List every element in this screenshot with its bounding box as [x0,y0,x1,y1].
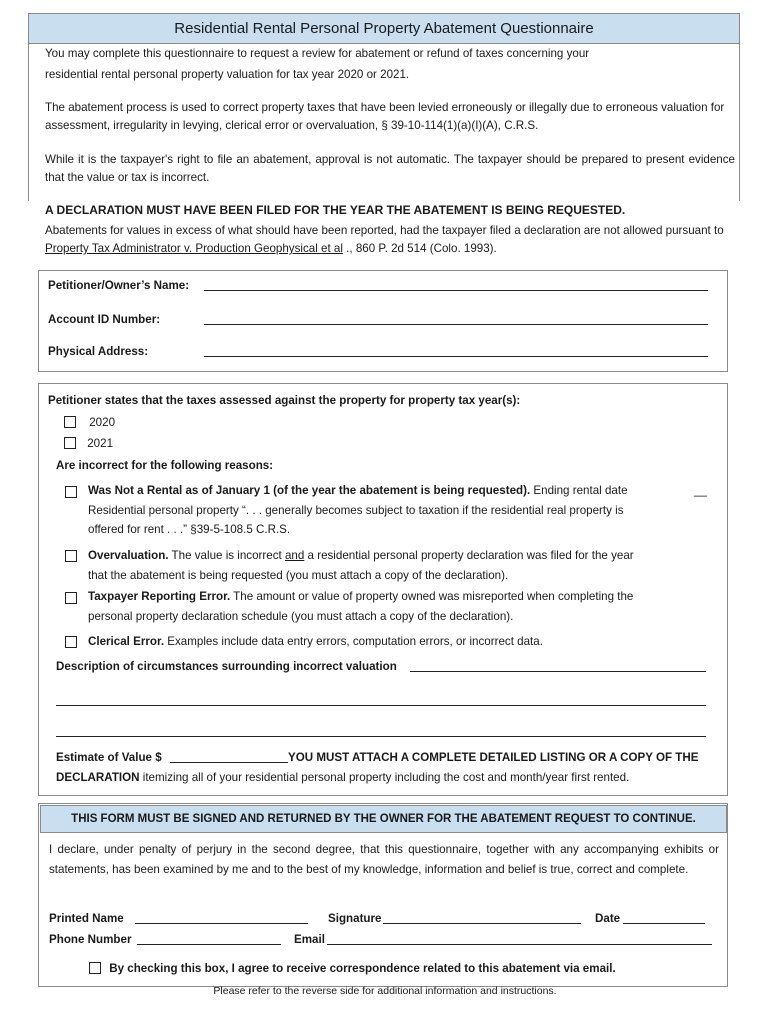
overvaluation-checkbox[interactable] [65,550,77,562]
reporting-error-line-2: personal property declaration schedule (you must attach a copy of the declaration). [88,609,514,623]
description-label: Description of circumstances surrounding incorrect valuation [56,660,397,673]
overvaluation-text-a: The value is incorrect [168,549,285,562]
owner-name-field[interactable] [204,281,708,291]
owner-name-label: Petitioner/Owner’s Name: [48,279,190,292]
declaration-heading: A DECLARATION MUST HAVE BEEN FILED FOR THE YEAR THE ABATEMENT IS BEING REQUESTED. [45,203,626,217]
email-field[interactable] [327,935,712,945]
declaration-text-after: ., 860 P. 2d 514 (Colo. 1993). [342,242,497,255]
clerical-error-text: Examples include data entry errors, computation errors, or incorrect data. [164,635,543,648]
email-consent-label: By checking this box, I agree to receive correspondence related to this abatement via email. [109,962,616,975]
footer-note: Please refer to the reverse side for additional information and instructions. [213,985,557,997]
physical-address-field[interactable] [204,347,708,357]
signature-heading: THIS FORM MUST BE SIGNED AND RETURNED BY THE OWNER FOR THE ABATEMENT REQUEST TO CONTINUE. [40,805,727,833]
attestation-text: I declare, under penalty of perjury in the second degree, that this questionnaire, together with any accompanying exhibits or statements, has been examined by me and to the best of my knowledge, information and belief is true, correct and complete. [49,843,719,876]
intro-line-2: residential rental personal property valuation for tax year 2020 or 2021. [45,68,410,81]
email-consent-checkbox[interactable] [89,962,101,974]
estimate-note: YOU MUST ATTACH A COMPLETE DETAILED LISTING OR A COPY OF THE [288,751,699,764]
year-2021-label: 2021 [87,437,114,450]
description-field-line-3[interactable] [56,727,706,737]
not-rental-checkbox[interactable] [65,486,77,498]
intro-paragraph-1 [45,44,735,84]
petition-statement: Petitioner states that the taxes assessed against the property for property tax year(s): [48,394,521,407]
not-rental-line-3: offered for rent . . .” §39-5-108.5 C.R.S. [88,523,291,536]
printed-name-label: Printed Name [49,912,124,925]
estimate-note-declaration: DECLARATION [56,771,140,784]
year-option-2021[interactable] [64,437,113,450]
reason-reporting-error [88,587,708,626]
physical-address-label: Physical Address: [48,345,149,358]
year-2021-checkbox[interactable] [64,437,76,449]
year-2020-label: 2020 [89,416,116,429]
account-id-field[interactable] [204,315,708,325]
description-field-line-2[interactable] [56,696,706,706]
not-rental-title: Was Not a Rental as of January 1 (of the year the abatement is being requested). [88,484,531,497]
signature-label: Signature [328,912,382,925]
declaration-text-before: Abatements for values in excess of what should have been reported, had the taxpayer filed a declaration are not allowed pursuant to [45,224,724,237]
email-label: Email [294,933,325,946]
reporting-error-text: The amount or value of property owned was misreported when completing the [230,590,634,603]
overvaluation-line-2: that the abatement is being requested (you must attach a copy of the declaration). [88,568,509,582]
estimate-value-field[interactable] [170,753,288,763]
reasons-intro: Are incorrect for the following reasons: [56,459,274,472]
overvaluation-title: Overvaluation. [88,549,169,562]
intro-paragraph-2: The abatement process is used to correct property taxes that have been levied erroneously or illegally due to erroneous valuation for assessment, irregularity in levying, clerical error or overvaluation, § 39-10-114(1)(a)(I)(A), C.R.S. [45,101,725,132]
reason-clerical-error [88,632,708,652]
year-option-2020[interactable] [64,416,115,429]
email-consent-row[interactable] [89,962,616,975]
clerical-error-checkbox[interactable] [65,636,77,648]
estimate-note-text: itemizing all of your residential personal property including the cost and month/year first rented. [139,771,630,784]
ending-rental-date-label: Ending rental date [530,484,628,497]
year-2020-checkbox[interactable] [64,416,76,428]
phone-field[interactable] [137,935,281,945]
intro-paragraph-3: While it is the taxpayer's right to file an abatement, approval is not automatic. The taxpayer should be prepared to present evidence that the value or tax is incorrect. [45,153,735,184]
reporting-error-checkbox[interactable] [65,592,77,604]
phone-label: Phone Number [49,933,132,946]
description-field-line-1[interactable] [410,662,706,672]
clerical-error-title: Clerical Error. [88,635,165,648]
account-id-label: Account ID Number: [48,313,161,326]
reporting-error-title: Taxpayer Reporting Error. [88,590,231,603]
reason-not-rental [88,481,708,540]
intro-line-1: You may complete this questionnaire to request a review for abatement or refund of taxes concerning your [45,47,590,60]
declaration-text [45,222,735,258]
overvaluation-and: and [284,549,305,562]
ending-rental-date-field[interactable]: __ [694,484,707,497]
printed-name-field[interactable] [135,914,308,924]
not-rental-line-2: Residential personal property “. . . generally becomes subject to taxation if the residential real property is [88,503,624,517]
case-citation: Property Tax Administrator v. Production Geophysical et al [45,242,343,255]
estimate-note-line-2 [56,771,629,784]
reason-overvaluation [88,546,708,585]
overvaluation-text-b: a residential personal property declaration was filed for the year [304,549,634,562]
form-title: Residential Rental Personal Property Abatement Questionnaire [28,13,740,44]
date-label: Date [595,912,621,925]
date-field[interactable] [623,914,705,924]
estimate-label: Estimate of Value $ [56,751,162,764]
signature-field[interactable] [383,914,581,924]
